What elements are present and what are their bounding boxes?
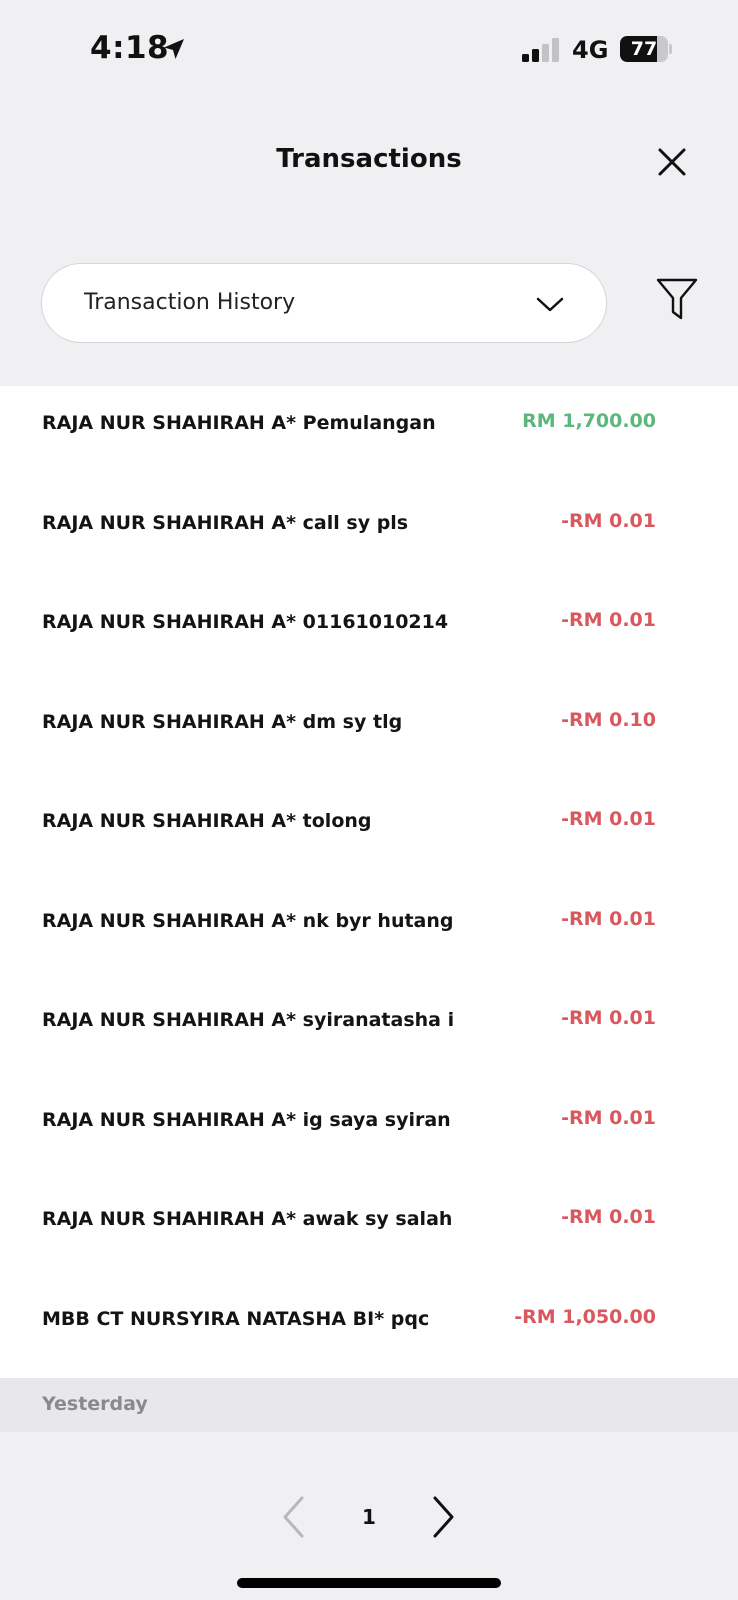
transaction-amount: RM 1,700.00	[522, 410, 656, 432]
transaction-row[interactable]	[0, 884, 738, 984]
transaction-row[interactable]	[0, 983, 738, 1083]
transaction-row[interactable]	[0, 784, 738, 884]
transaction-amount: -RM 0.01	[561, 1007, 656, 1029]
transaction-list	[0, 386, 738, 1378]
network-type: 4G	[572, 36, 609, 64]
transaction-amount: -RM 0.01	[561, 1106, 656, 1129]
page-title: Transactions	[276, 144, 462, 174]
status-bar	[0, 0, 738, 100]
transaction-amount: -RM 0.01	[561, 509, 656, 532]
battery-icon	[620, 36, 672, 62]
chevron-left-icon[interactable]	[276, 1494, 312, 1540]
transaction-description: MBB CT NURSYIRA NATASHA BI* pqc	[42, 1307, 430, 1330]
transaction-description: RAJA NUR SHAHIRAH A* call sy pls	[42, 511, 409, 534]
transaction-amount: -RM 0.01	[561, 907, 656, 930]
transaction-row[interactable]	[0, 685, 738, 785]
transaction-amount: -RM 0.10	[561, 708, 656, 731]
current-page-number: 1	[362, 1505, 376, 1529]
transaction-description: RAJA NUR SHAHIRAH A* syiranatasha i	[42, 1009, 455, 1031]
transaction-description: RAJA NUR SHAHIRAH A* ig saya syiran	[42, 1108, 451, 1131]
cellular-signal-icon	[522, 38, 562, 62]
transaction-description: RAJA NUR SHAHIRAH A* 01161010214	[42, 611, 449, 633]
dropdown-selected-value: Transaction History	[84, 290, 296, 315]
transaction-row[interactable]	[0, 1083, 738, 1183]
transaction-description: RAJA NUR SHAHIRAH A* Pemulangan	[42, 412, 436, 434]
transaction-amount: -RM 0.01	[561, 808, 656, 830]
transaction-description: RAJA NUR SHAHIRAH A* tolong	[42, 810, 372, 832]
chevron-down-icon[interactable]	[534, 288, 566, 320]
date-separator-label: Yesterday	[42, 1393, 148, 1415]
transaction-row[interactable]	[0, 486, 738, 586]
header	[0, 120, 738, 200]
transaction-description: RAJA NUR SHAHIRAH A* nk byr hutang	[42, 909, 454, 932]
transaction-row[interactable]	[0, 585, 738, 685]
chevron-right-icon[interactable]	[425, 1494, 461, 1540]
date-separator	[0, 1378, 738, 1432]
transaction-row[interactable]	[0, 1282, 738, 1382]
close-icon[interactable]	[650, 140, 694, 184]
transaction-type-dropdown[interactable]	[41, 263, 607, 343]
transaction-amount: -RM 0.01	[561, 609, 656, 631]
transaction-row[interactable]	[0, 1182, 738, 1282]
transaction-description: RAJA NUR SHAHIRAH A* dm sy tlg	[42, 710, 403, 733]
filter-icon[interactable]	[655, 276, 699, 322]
battery-level: 77	[630, 38, 658, 60]
location-arrow-icon	[162, 37, 186, 61]
transaction-amount: -RM 1,050.00	[514, 1305, 656, 1328]
home-indicator[interactable]	[237, 1578, 501, 1588]
transaction-row[interactable]	[0, 386, 738, 486]
transaction-description: RAJA NUR SHAHIRAH A* awak sy salah	[42, 1208, 453, 1230]
transaction-amount: -RM 0.01	[561, 1206, 656, 1228]
status-time: 4:18	[90, 30, 170, 66]
